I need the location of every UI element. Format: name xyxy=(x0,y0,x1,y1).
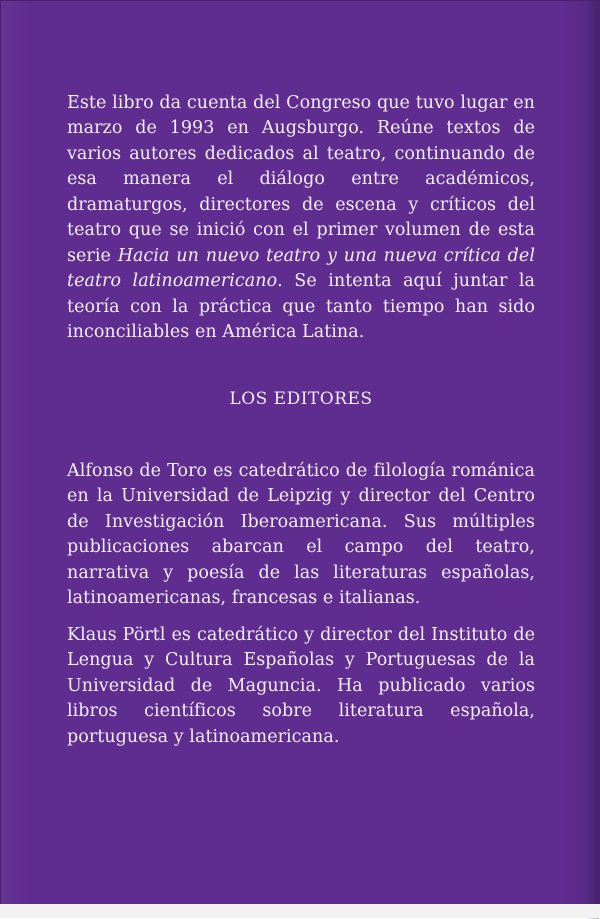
cover-edge-shadow xyxy=(585,1,599,919)
intro-text-part1: Este libro da cuenta del Congreso que tuvo lugar en marzo de 1993 en Augsburgo. Reúne textos de varios autores dedicados al teatro, continuando de esa manera el diálogo entre académicos, dramaturgos, directores de escena y críticos del teatro que se inició con el primer volumen de esta serie xyxy=(67,92,535,266)
editors-heading: LOS EDITORES xyxy=(229,389,373,409)
intro-paragraph xyxy=(67,91,535,346)
editor-bio-klaus-portl: Klaus Pörtl es catedrático y director del Instituto de Lengua y Cultura Españolas y Portuguesas de la Universidad de Maguncia. Ha publicado varios libros científicos sobre literatura española, portuguesa y latinoamericana. xyxy=(67,624,535,747)
intro-text-part2: . Se intenta aquí juntar la teoría con la práctica que tanto tiempo han sido inconciliables en América Latina. xyxy=(67,271,535,342)
editor-bio-alfonso-de-toro: Alfonso de Toro es catedrático de filología románica en la Universidad de Leipzig y director del Centro de Investigación Iberoamericana. Sus múltiples publicaciones abarcan el campo del teatro, narrativa y poesía de las literaturas españolas, latinoamericanas, francesas e italianas. xyxy=(67,460,535,608)
series-title: Hacia un nuevo teatro y una nueva crítica del teatro latinoamericano xyxy=(67,245,535,291)
page-bottom-edge xyxy=(0,904,600,918)
